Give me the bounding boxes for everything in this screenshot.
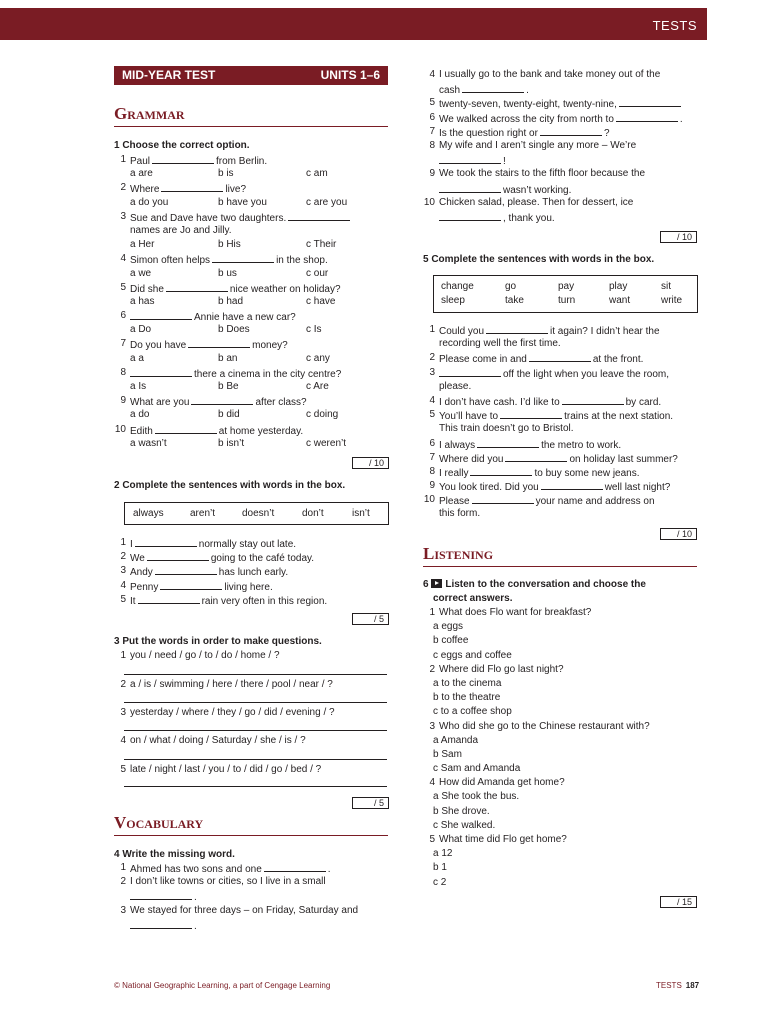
q3-answer-line[interactable] <box>124 786 387 787</box>
option-c[interactable]: c am <box>306 168 328 180</box>
q4-item: 2 I don’t like towns or cities, so I live in a small <box>120 876 326 888</box>
q1-list <box>113 153 389 451</box>
answer-blank[interactable] <box>188 337 250 348</box>
answer-blank[interactable] <box>166 281 228 292</box>
q1-options <box>113 267 389 281</box>
q1-item: 2 Where live? <box>120 182 247 196</box>
answer-blank[interactable] <box>130 918 192 929</box>
q4-item-cont: . <box>113 889 389 903</box>
answer-blank[interactable] <box>191 394 253 405</box>
play-audio-icon[interactable] <box>431 579 442 588</box>
page-number: 187 <box>685 981 700 990</box>
q2-score: / 5 <box>352 613 389 625</box>
q4-item: 9 We took the stairs to the fifth floor because the <box>429 168 646 180</box>
q4-item-cont: wasn’t working. <box>422 182 698 196</box>
q5-list <box>422 323 698 522</box>
q3-list <box>113 678 389 692</box>
box-word: want <box>609 295 631 306</box>
box-word: sit <box>661 281 671 292</box>
q5-item-cont: recording well the first time. <box>439 338 561 350</box>
q3-title: 3 Put the words in order to make questions. <box>114 636 322 647</box>
q3-item: 3 yesterday / where / they / go / did / evening / ? <box>120 707 335 718</box>
q5-item: 4 I don’t have cash. I’d like to by card. <box>429 394 662 408</box>
q1-title: 1 Choose the correct option. <box>114 140 250 151</box>
q4-item-cont: . <box>113 918 389 932</box>
answer-blank[interactable] <box>439 153 501 164</box>
option-c[interactable]: c doing <box>306 409 339 421</box>
option-b[interactable]: b is <box>218 168 234 180</box>
q4-item: 6 We walked across the city from north to . <box>429 111 683 125</box>
q2-item: 3 Andy has lunch early. <box>120 565 289 579</box>
answer-blank[interactable] <box>130 366 192 377</box>
header-bar <box>0 8 707 40</box>
option-a[interactable]: a Is <box>130 381 147 392</box>
q1-item: 6 Annie have a new car? <box>120 310 296 324</box>
option-a[interactable]: a a <box>130 352 144 364</box>
title-bar <box>114 66 388 85</box>
q6-option[interactable]: b to the theatre <box>433 692 501 704</box>
q1-item: 8 there a cinema in the city centre? <box>120 366 342 380</box>
q6-number: 6 <box>423 579 429 590</box>
answer-blank[interactable] <box>288 210 350 221</box>
q6-question: 2 Where did Flo go last night? <box>429 663 564 675</box>
q3-item: 5 late / night / last / you / to / did / go / bed / ? <box>120 764 322 775</box>
q2-list <box>113 536 389 607</box>
q3-list <box>113 706 389 720</box>
q3-list <box>113 649 389 663</box>
box-word: play <box>609 281 628 292</box>
option-c[interactable]: c are you <box>306 196 348 208</box>
box-word: isn’t <box>352 508 370 519</box>
q6-title <box>423 579 646 590</box>
q4-item: 4 I usually go to the bank and take money out of the <box>429 69 661 80</box>
q5-item: 6 I always the metro to work. <box>429 437 622 451</box>
q1-item-cont: names are Jo and Jilly. <box>130 224 232 236</box>
box-word: don’t <box>302 508 324 519</box>
q6-option[interactable]: a to the cinema <box>433 677 502 689</box>
q6-option[interactable]: b Sam <box>433 748 462 760</box>
q5-item: 1 Could you it again? I didn’t hear the <box>429 324 660 337</box>
box-word: write <box>661 295 683 306</box>
q6-option[interactable]: a 12 <box>433 848 453 860</box>
answer-blank[interactable] <box>500 408 562 419</box>
answer-blank[interactable] <box>477 437 539 448</box>
q6-question: 4 How did Amanda get home? <box>429 777 565 789</box>
q4-item: 10 Chicken salad, please. Then for dessert, ice <box>423 196 634 208</box>
q1-item: 5 Did she nice weather on holiday? <box>120 281 341 295</box>
q6-question: 3 Who did she go to the Chinese restaurant with? <box>429 720 650 732</box>
q1-options <box>113 238 389 252</box>
q2-item: 4 Penny living here. <box>120 579 273 593</box>
option-b[interactable]: b His <box>218 239 241 251</box>
q1-item: 10 Edith at home yesterday. <box>114 423 304 437</box>
q4-list <box>113 861 389 932</box>
q4-item: 8 My wife and I aren’t single any more – We’re <box>429 139 637 151</box>
q6-title-line1: Listen to the conversation and choose the <box>445 579 646 590</box>
answer-blank[interactable] <box>155 564 217 575</box>
q1-options <box>113 380 389 394</box>
answer-blank[interactable] <box>541 479 603 490</box>
option-b[interactable]: b Does <box>218 324 250 336</box>
q5-item: 9 You look tired. Did you well last night? <box>429 480 671 494</box>
q6-title-line2: correct answers. <box>433 593 513 604</box>
option-c[interactable]: c have <box>306 295 336 307</box>
option-c[interactable]: c Their <box>306 239 337 251</box>
q6-question: 5 What time did Flo get home? <box>429 834 567 845</box>
q6-option[interactable]: a Amanda <box>433 734 479 746</box>
header-tests-label: TESTS <box>652 18 697 33</box>
q5-word-box <box>433 275 698 313</box>
option-b[interactable]: b did <box>218 409 240 421</box>
answer-blank[interactable] <box>439 366 501 377</box>
q1-options <box>113 295 389 309</box>
q5-item: 3 off the light when you leave the room, <box>429 366 670 380</box>
answer-blank[interactable] <box>505 451 567 462</box>
answer-blank[interactable] <box>147 550 209 561</box>
q1-options <box>113 167 389 181</box>
vocabulary-heading: Vocabulary <box>114 813 388 836</box>
answer-blank[interactable] <box>152 153 214 164</box>
q4-score: / 10 <box>660 231 697 243</box>
q2-item: 2 We going to the café today. <box>120 551 315 565</box>
q4-item-cont: cash . <box>422 82 698 96</box>
answer-blank[interactable] <box>135 536 197 547</box>
answer-blank[interactable] <box>616 111 678 122</box>
q6-option[interactable]: c eggs and coffee <box>433 649 512 661</box>
q1-item: 3 Sue and Dave have two daughters. <box>113 210 389 224</box>
q1-item: 1 Paul from Berlin. <box>120 154 268 167</box>
option-c[interactable]: c any <box>306 352 330 364</box>
q6-option[interactable]: c 2 <box>433 876 447 888</box>
q1-score: / 10 <box>352 457 389 469</box>
box-word: pay <box>558 281 575 292</box>
option-b[interactable]: b Be <box>218 381 239 392</box>
box-word: always <box>133 508 164 519</box>
option-b[interactable]: b an <box>218 352 238 364</box>
footer-tests-label: TESTS <box>656 981 682 990</box>
q6-question: 1 What does Flo want for breakfast? <box>429 607 592 618</box>
q6-option[interactable]: b coffee <box>433 635 469 647</box>
q4-item: 5 twenty-seven, twenty-eight, twenty-nine, <box>422 96 698 110</box>
q4-list-cont <box>422 68 698 224</box>
option-b[interactable]: b had <box>218 295 244 307</box>
q1-options <box>113 352 389 366</box>
q3-answer-line[interactable] <box>124 674 387 675</box>
answer-blank[interactable] <box>486 323 548 334</box>
option-a[interactable]: a are <box>130 168 153 180</box>
q3-item: 1 you / need / go / to / do / home / ? <box>120 650 280 661</box>
answer-blank[interactable] <box>529 351 591 362</box>
option-a[interactable]: a has <box>130 295 155 307</box>
option-c[interactable]: c Are <box>306 381 329 392</box>
q1-item: 7 Do you have money? <box>120 338 288 352</box>
q5-item-cont: This train doesn’t go to Bristol. <box>439 423 574 435</box>
option-a[interactable]: a wasn’t <box>130 437 167 449</box>
answer-blank[interactable] <box>472 493 534 504</box>
q6-option[interactable]: b 1 <box>433 862 447 874</box>
answer-blank[interactable] <box>264 861 326 872</box>
test-title: MID-YEAR TEST <box>122 68 216 82</box>
q1-options <box>113 323 389 337</box>
option-a[interactable]: a do you <box>130 196 169 208</box>
q3-score: / 5 <box>352 797 389 809</box>
q1-options <box>113 196 389 210</box>
q6-score: / 15 <box>660 896 697 908</box>
answer-blank[interactable] <box>155 423 217 434</box>
q3-answer-line[interactable] <box>124 759 387 760</box>
answer-blank[interactable] <box>130 889 192 900</box>
q4-item: 3 We stayed for three days – on Friday, Saturday and <box>120 904 359 916</box>
option-c[interactable]: c our <box>306 267 329 279</box>
option-b[interactable]: b isn’t <box>218 437 245 449</box>
box-word: take <box>505 295 524 306</box>
box-word: aren’t <box>190 508 216 519</box>
q2-item: 5 It rain very often in this region. <box>120 593 328 607</box>
q5-item: 5 You’ll have to trains at the next station. <box>429 409 674 423</box>
q4-item-cont: ! <box>422 153 698 167</box>
q3-answer-line[interactable] <box>124 730 387 731</box>
q5-item-cont: this form. <box>439 508 481 520</box>
option-a[interactable]: a we <box>130 267 152 279</box>
answer-blank[interactable] <box>619 96 681 107</box>
q5-item: 2 Please come in and at the front. <box>429 352 644 366</box>
q6-list <box>422 606 698 890</box>
option-c[interactable]: c weren’t <box>306 437 347 449</box>
q2-word-box <box>124 502 389 525</box>
box-word: change <box>441 281 474 292</box>
q6-option[interactable]: c to a coffee shop <box>433 706 512 718</box>
q5-score: / 10 <box>660 528 697 540</box>
q4-item-cont: , thank you. <box>422 210 698 224</box>
q5-item: 10 Please your name and address on <box>423 494 655 508</box>
listening-heading: Listening <box>423 544 697 567</box>
q1-item: 9 What are you after class? <box>120 395 307 409</box>
q3-list <box>113 734 389 748</box>
box-word: sleep <box>441 295 465 306</box>
q3-item: 2 a / is / swimming / here / there / pool / near / ? <box>120 679 333 690</box>
q5-item-cont: please. <box>439 380 472 392</box>
option-c[interactable]: c Is <box>306 324 322 336</box>
q5-item: 7 Where did you on holiday last summer? <box>429 451 678 465</box>
q1-item: 4 Simon often helps in the shop. <box>120 253 328 267</box>
q6-option[interactable]: c Sam and Amanda <box>433 763 521 775</box>
q3-answer-line[interactable] <box>124 702 387 703</box>
q1-options <box>113 437 389 451</box>
test-units: UNITS 1–6 <box>320 68 380 82</box>
answer-blank[interactable] <box>160 579 222 590</box>
q5-title: 5 Complete the sentences with words in the box. <box>423 254 655 265</box>
option-b[interactable]: b have you <box>218 196 267 208</box>
box-word: go <box>505 281 517 292</box>
q1-options <box>113 408 389 422</box>
page-footer <box>656 981 699 990</box>
q6-option[interactable]: b She drove. <box>433 805 490 817</box>
answer-blank[interactable] <box>562 394 624 405</box>
q4-item: 1 Ahmed has two sons and one . <box>120 862 331 875</box>
q6-option[interactable]: c She walked. <box>433 819 496 831</box>
option-a[interactable]: a do <box>130 409 150 421</box>
answer-blank[interactable] <box>470 465 532 476</box>
q2-title: 2 Complete the sentences with words in the box. <box>114 480 346 491</box>
answer-blank[interactable] <box>439 182 501 193</box>
q6-option[interactable]: a eggs <box>433 621 464 633</box>
grammar-heading: Grammar <box>114 104 388 127</box>
answer-blank[interactable] <box>439 210 501 221</box>
answer-blank[interactable] <box>130 309 192 320</box>
q3-list <box>113 763 389 777</box>
option-a[interactable]: a Do <box>130 324 152 336</box>
answer-blank[interactable] <box>462 82 524 93</box>
q2-item: 1 I normally stay out late. <box>120 537 297 550</box>
q6-option[interactable]: a She took the bus. <box>433 791 520 803</box>
q3-item: 4 on / what / doing / Saturday / she / is / ? <box>120 735 306 746</box>
answer-blank[interactable] <box>212 252 274 263</box>
option-a[interactable]: a Her <box>130 239 155 251</box>
copyright: © National Geographic Learning, a part of Cengage Learning <box>114 981 331 990</box>
option-b[interactable]: b us <box>218 267 237 279</box>
box-word: turn <box>558 295 576 306</box>
answer-blank[interactable] <box>138 593 200 604</box>
answer-blank[interactable] <box>161 181 223 192</box>
box-word: doesn’t <box>242 508 275 519</box>
q4-item: 7 Is the question right or ? <box>429 125 610 139</box>
q4-title: 4 Write the missing word. <box>114 849 235 860</box>
q5-item: 8 I really to buy some new jeans. <box>429 465 640 479</box>
answer-blank[interactable] <box>540 125 602 136</box>
